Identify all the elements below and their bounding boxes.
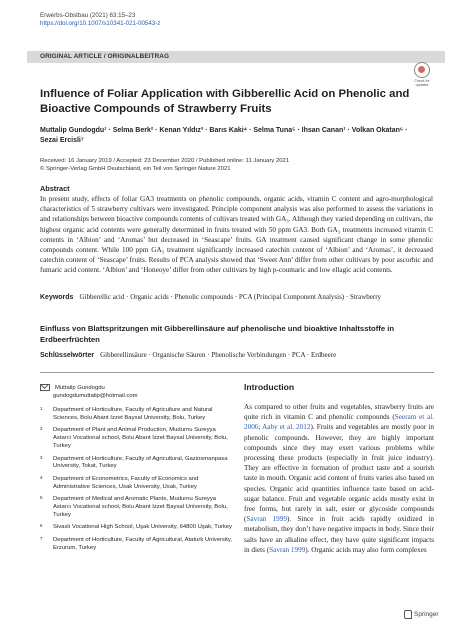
affiliation-item: 6 Sivaslı Vocational High School, Uşak University, 64800 Uşak, Turkey (40, 523, 232, 531)
citation-link[interactable]: Savran 1999 (246, 515, 287, 524)
keywords-text: Gibberellic acid · Organic acids · Phenolic compounds · PCA (Principal Component Analysis) · Strawberry (79, 293, 382, 301)
citation-link[interactable]: Savran 1999 (269, 545, 306, 554)
corresponding-author-name: Muttalip Gundogdu (55, 385, 105, 392)
check-for-updates-icon[interactable] (411, 62, 433, 86)
german-keywords-label: Schlüsselwörter (40, 352, 95, 359)
section-divider (40, 372, 434, 373)
introduction-heading: Introduction (244, 382, 295, 392)
affiliation-item: 2 Department of Plant and Animal Production, Mudurnu Sureyya Astarcı Vocational school, Bolu Abant Izzet Baysal University, Bolu, Turkey (40, 426, 228, 449)
affiliation-item: 7 Department of Horticulture, Faculty of Agricultural, Ataturk University, Erzurum, Turkey (40, 536, 232, 551)
paper-title: Influence of Foliar Application with Gibberellic Acid on Phenolic and Bioactive Compounds of Strawberry Fruits (40, 88, 410, 115)
affiliation-item: 1 Department of Horticulture, Faculty of Agriculture and Natural Sciences, Bolu Abant Izzet Baysal University, Bolu, Turkey (40, 406, 213, 421)
received-accepted-published: Received: 16 January 2019 / Accepted: 23 December 2020 / Published online: 11 January 2021 (40, 158, 290, 164)
copyright-notice: © Springer-Verlag GmbH Deutschland, ein Teil von Springer Nature 2021 (40, 166, 231, 172)
article-type-label: ORIGINAL ARTICLE / ORIGINALBEITRAG (40, 53, 170, 60)
article-type-banner (27, 51, 445, 63)
corresponding-author (40, 384, 220, 400)
citation-link[interactable]: Seeram et al. 2006 (244, 413, 434, 432)
doi-link[interactable]: https://doi.org/10.1007/s10341-021-00543-z (40, 20, 161, 27)
envelope-icon (40, 384, 50, 391)
citation-link[interactable]: Aaby et al. 2012 (262, 423, 311, 432)
publisher-name: Springer (414, 611, 439, 619)
journal-citation: Erwerbs-Obstbau (2021) 63:15–23 (40, 12, 136, 19)
publication-dates (40, 157, 430, 173)
german-keywords (40, 350, 430, 361)
introduction-text: As compared to other fruits and vegetables, strawberry fruits are quite rich in vitamin C and phenolic compounds (Seeram et al. 2006; Aaby et al. 2012). Fruits and vegetables are mostly poor in phenolic compounds. However, they are highly important compounds since they may exert various problems while processing these products (especially in fruit juice industry). They are effective in formation of product taste and a sourish taste in mouth. Organic acid content of fruits varies also based on species. Organic acid quantities influence taste based on acid-sugar balance. Fruit and vegetable organic acids mostly exist in free forms, but rarely in salt, ester or glycoside compounds (Savran 1999). Since in fruit acids rapidly oxidized in metabolism, they don’t have negative impacts in body. Since their salts have an alkaline effect, they have quite significant impacts in diets (Savran 1999). Organic acids may also form complexes (244, 403, 434, 554)
keywords-label: Keywords (40, 294, 74, 301)
springer-horse-icon (404, 610, 412, 619)
affiliation-item: 3 Department of Horticulture, Faculty of Agricultural, Gaziosmanpasa University, Tokat, Turkey (40, 454, 228, 470)
abstract-text: In present study, effects of foliar GA3 treatments on phenolic compounds, organic acids, vitamin C content and agro-morphological characteristics of 5 strawberry cultivars were investigated. Principle component analysis was also performed to assess the variations in and relationships between bioactive compounds contents of cultivars treated with GA₃. Although they varied depending on cultivars, the highest organic acid contents were generally determined in fruits treated with 50 ppm GA3. Both GA₃ treatments increased vitamin C contents in ‘Albion’ and ‘Aromas’ but decreased in ‘Seascape’ fruits. GA treatment caused significant change in some phenolic compounds content. While 100 ppm GA₃ treatment significantly increased catechin content of ‘Albion’ and ‘Aromas’, it decreased catechin content of ‘Seascape’ fruits. Results of PCA analysis showed that ‘Sweet Ann’ differ from other cultivars by poor ascorbic and fumaric acid content. ‘Albion’ and ‘Honeoye’ differ from other cultivars by high p-coumaric and low ellagic acid contents. (40, 195, 433, 275)
german-title: Einfluss von Blattspritzungen mit Gibberellinsäure auf phenolische und bioaktive Inhaltsstoffe in Erdbeerfrüchten (40, 324, 395, 344)
german-keywords-text: Gibberellinsäure · Organische Säuren · Phenolische Verbindungen · PCA · Erdbeere (100, 351, 337, 359)
abstract-heading: Abstract (40, 184, 70, 193)
keywords (40, 292, 433, 303)
affiliations-list (40, 407, 235, 558)
journal-header (40, 12, 160, 28)
affiliation-item: 5 Department of Medical and Aromatic Plants, Mudurnu Sureyya Astarcı Vocational school, Bolu Abant Izzet Baysal University, Bolu, Turkey (40, 495, 228, 518)
author-list: Muttalip Gundogdu¹ · Selma Berk² · Kenan Yıldız³ · Barıs Kaki⁴ · Selma Tuna⁵ · Ihsan Canan¹ · Volkan Okatan⁶ · Sezai Ercisli⁷ (40, 127, 408, 144)
publisher-logo (404, 610, 439, 619)
affiliation-item: 4 Department of Econometrics, Faculty of Economics and Administrative Sciences, Usak University, Usak, Turkey (40, 474, 199, 490)
check-for-updates-label: Check for updates (414, 79, 430, 87)
corresponding-author-email[interactable]: gundogdumuttalip@hotmail.com (53, 392, 138, 399)
